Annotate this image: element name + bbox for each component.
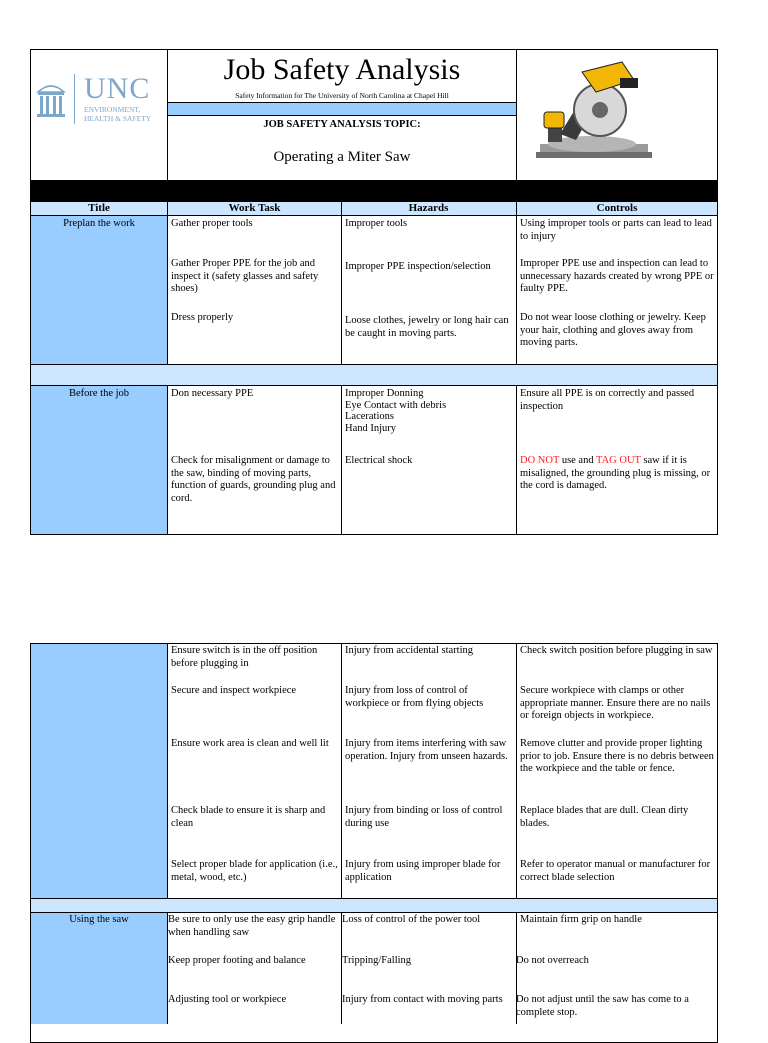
old-well-icon (36, 80, 66, 120)
control-text: use and (559, 455, 597, 466)
col-hazards: Hazards (408, 202, 449, 214)
col-title: Title (88, 202, 110, 214)
logo-subtitle-2: HEALTH & SAFETY (84, 114, 152, 123)
hazard-cell: Loose clothes, jewelry or long hair can be caught in moving parts. (345, 315, 509, 339)
task-cell: Check for misalignment or damage to the saw, binding of moving parts, function of guards, grounding plug and cord. (171, 455, 336, 504)
control-cell: Do not wear loose clothing or jewelry. Keep your hair, clothing and gloves away from moving parts. (520, 312, 706, 348)
topic-label: JOB SAFETY ANALYSIS TOPIC: (263, 119, 421, 130)
hazard-cell: Electrical shock (345, 455, 413, 466)
unc-logo (36, 74, 166, 126)
task-cell: Ensure work area is clean and well lit (171, 738, 329, 749)
blue-band (168, 103, 516, 116)
hazard-cell: Injury from contact with moving parts (342, 994, 503, 1005)
hazard-line: Lacerations (345, 411, 394, 422)
task-cell: Check blade to ensure it is sharp and clean (171, 805, 326, 829)
control-cell: Check switch position before plugging in saw (520, 645, 713, 656)
col-controls: Controls (596, 202, 638, 214)
control-cell: Do not adjust until the saw has come to a complete stop. (516, 994, 689, 1018)
hazard-cell: Injury from accidental starting (345, 645, 473, 656)
hazard-cell: Injury from loss of control of workpiece or from flying objects (345, 685, 484, 709)
section-title-using: Using the saw (69, 914, 129, 925)
task-cell: Don necessary PPE (171, 388, 254, 399)
hazard-line: Eye Contact with debris (345, 399, 447, 411)
logo-letters: UNC (84, 72, 151, 105)
hazard-cell (342, 386, 516, 436)
hazard-cell: Tripping/Falling (342, 955, 412, 966)
page-title: Job Safety Analysis (223, 53, 461, 86)
control-cell: Secure workpiece with clamps or other appropriate manner. Ensure there are no nails or foreign objects in workpiece. (520, 685, 711, 721)
task-cell: Be sure to only use the easy grip handle when handling saw (168, 914, 336, 938)
black-bar (30, 181, 718, 202)
hazard-cell: Injury from items interfering with saw operation. Injury from unseen hazards. (345, 738, 508, 762)
do-not-text: DO NOT (520, 455, 560, 466)
task-cell: Secure and inspect workpiece (171, 685, 297, 696)
control-cell: Ensure all PPE is on correctly and passed inspection (520, 388, 695, 412)
section-title-preplan: Preplan the work (63, 218, 135, 229)
section-title-before: Before the job (68, 388, 130, 399)
page-subtitle: Safety Information for The University of North Carolina at Chapel Hill (235, 91, 449, 100)
task-cell: Keep proper footing and balance (168, 955, 306, 966)
miter-saw-image (530, 52, 658, 166)
control-cell: Maintain firm grip on handle (520, 914, 642, 925)
control-cell: Do not overreach (516, 955, 589, 966)
hazard-cell: Improper PPE inspection/selection (345, 261, 491, 272)
hazard-cell: Injury from using improper blade for application (345, 859, 501, 883)
hazard-line: Hand Injury (345, 422, 397, 434)
hazard-cell: Improper tools (345, 218, 408, 229)
control-cell: Replace blades that are dull. Clean dirty blades. (520, 805, 689, 829)
task-cell: Gather Proper PPE for the job and inspect it (safety glasses and safety shoes) (171, 258, 319, 294)
hazard-line: Improper Donning (345, 388, 424, 399)
control-text: saw if it is misaligned, the grounding plug is missing, or the cord is damaged. (520, 455, 711, 491)
topic-title: Operating a Miter Saw (273, 149, 411, 165)
control-cell: Improper PPE use and inspection can lead to unnecessary hazards created by wrong PPE or faulty PPE. (520, 258, 714, 294)
task-cell: Dress properly (171, 312, 234, 323)
col-task: Work Task (228, 202, 281, 214)
task-cell: Select proper blade for application (i.e., metal, wood, etc.) (171, 859, 338, 883)
task-cell: Gather proper tools (171, 218, 253, 229)
hazard-cell: Loss of control of the power tool (342, 914, 481, 925)
tag-out-text: TAG OUT (596, 455, 641, 466)
control-cell: Remove clutter and provide proper lighting prior to job. Ensure there is no debris between the workpiece and the table or fence. (520, 738, 714, 774)
logo-subtitle-1: ENVIRONMENT, (84, 105, 141, 114)
task-cell: Adjusting tool or workpiece (168, 994, 287, 1005)
control-cell: Using improper tools or parts can lead to lead to injury (520, 218, 712, 242)
control-cell (517, 453, 717, 495)
control-cell: Refer to operator manual or manufacturer for correct blade selection (520, 859, 711, 883)
hazard-cell: Injury from binding or loss of control during use (345, 805, 503, 829)
task-cell: Ensure switch is in the off position before plugging in (171, 645, 318, 669)
